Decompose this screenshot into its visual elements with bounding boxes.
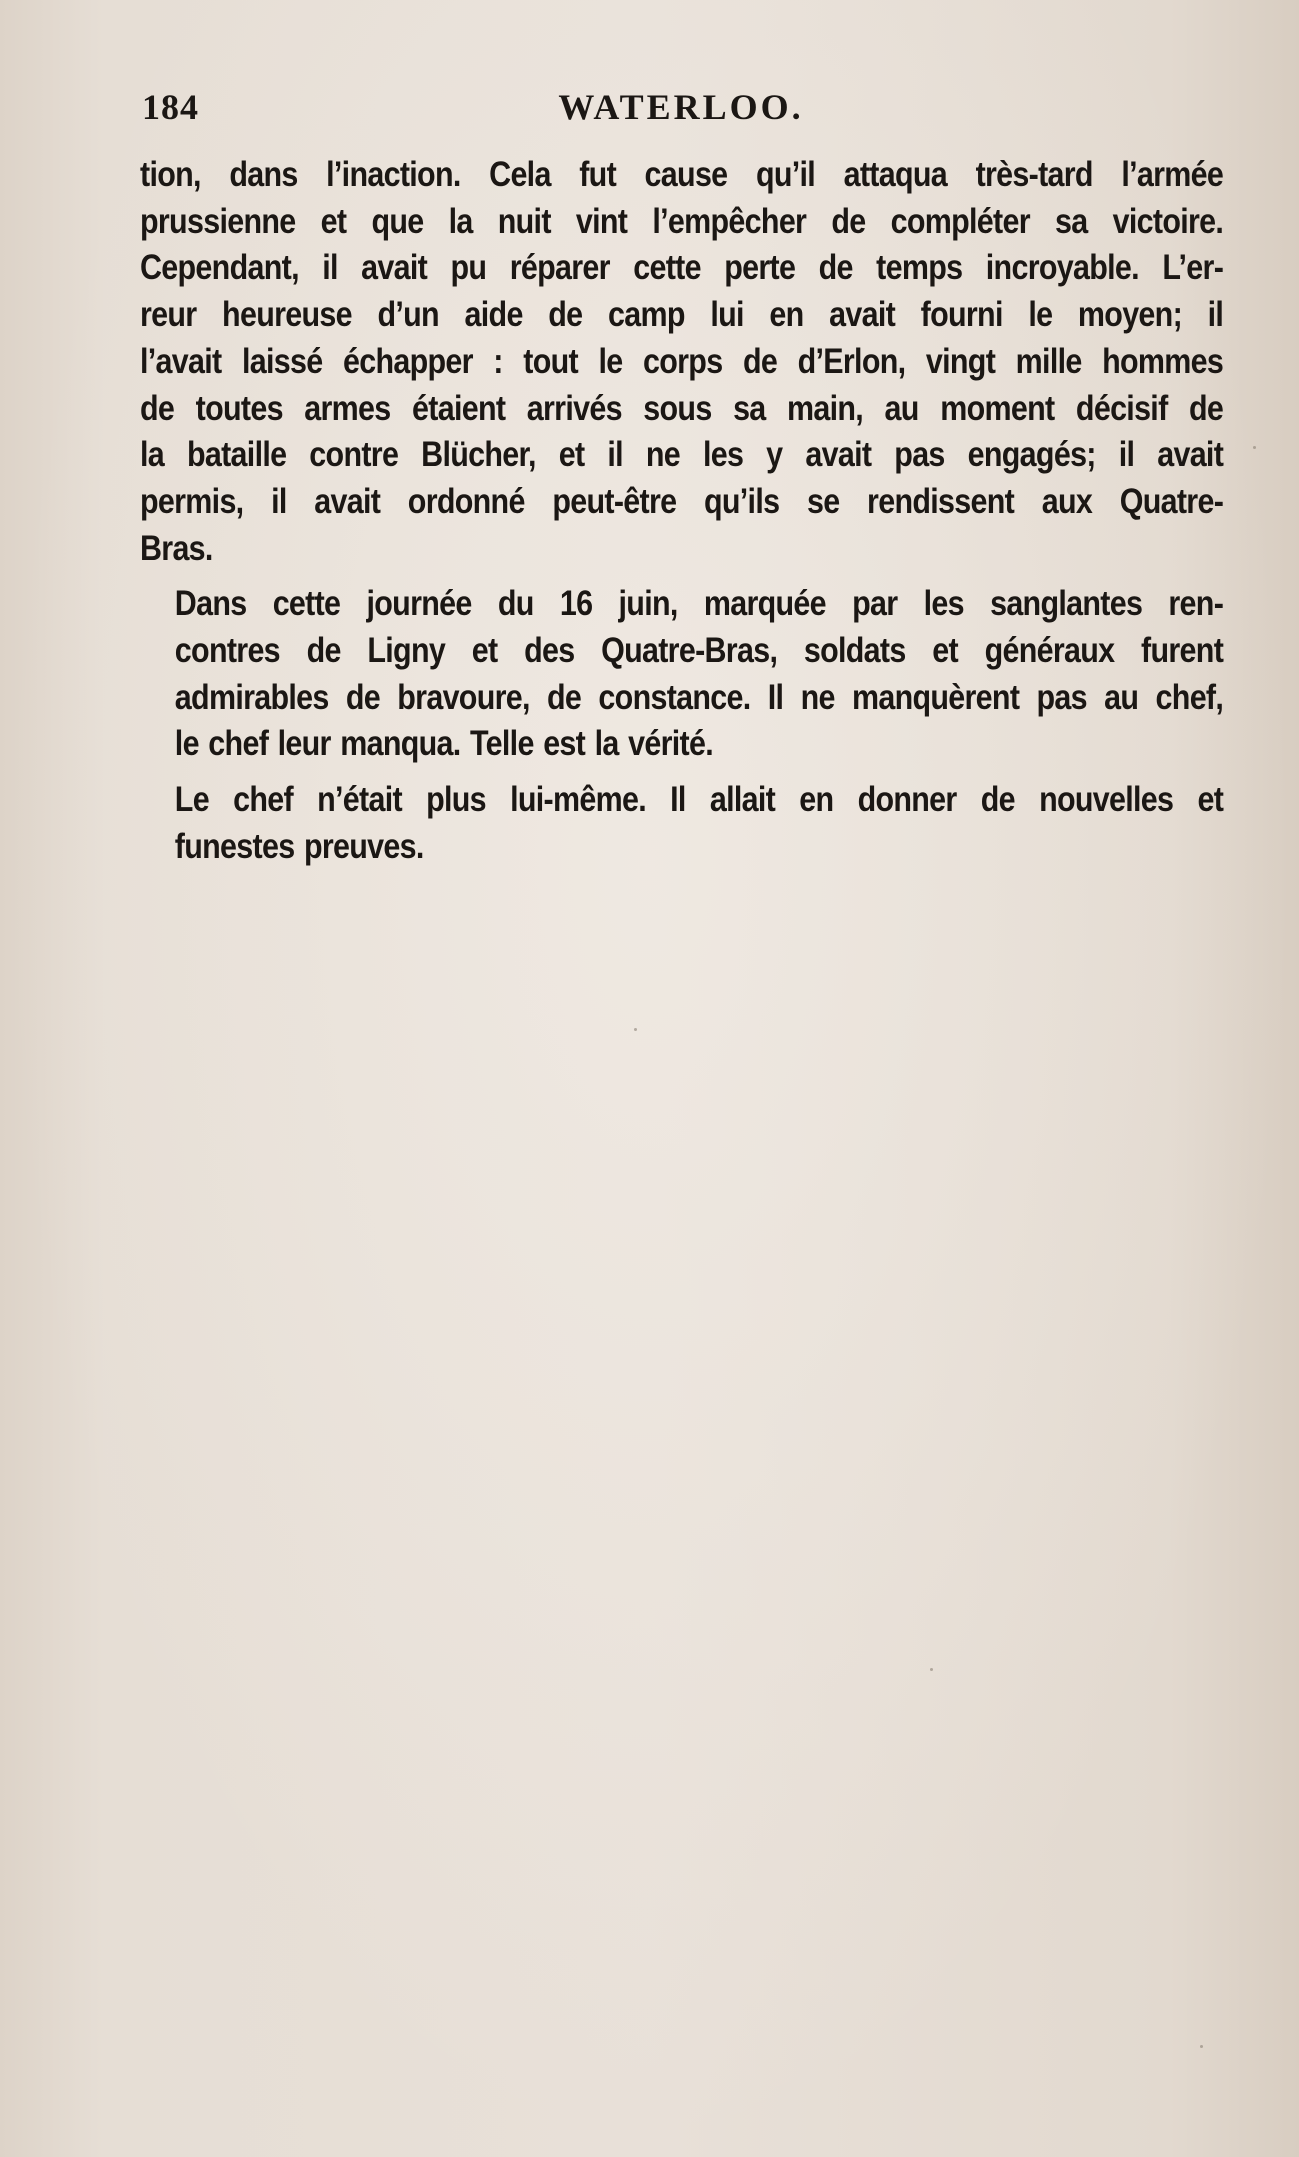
paragraph-3 bbox=[140, 777, 1223, 870]
text-line: contres de Ligny et des Quatre-Bras, soldats et généraux furent bbox=[174, 631, 1224, 671]
text-line: la bataille contre Blücher, et il ne les y avait pas engagés; il avait bbox=[140, 435, 1224, 475]
paper-speck bbox=[930, 1668, 933, 1671]
paragraph-1 bbox=[140, 152, 1223, 572]
page-number: 184 bbox=[142, 87, 199, 127]
text-line: reur heureuse d’un aide de camp lui en avait fourni le moyen; il bbox=[140, 295, 1224, 335]
paper-speck bbox=[1253, 446, 1256, 449]
page-header bbox=[142, 86, 1220, 134]
paper-speck bbox=[1200, 2045, 1203, 2048]
text-line: admirables de bravoure, de constance. Il ne manquèrent pas au chef, bbox=[174, 677, 1224, 717]
text-line: l’avait laissé échapper : tout le corps de d’Erlon, vingt mille hommes bbox=[140, 341, 1224, 381]
text-line: tion, dans l’inaction. Cela fut cause qu’il attaqua très-tard l’armée bbox=[140, 155, 1224, 194]
text-line: le chef leur manqua. Telle est la vérité. bbox=[174, 724, 713, 764]
running-head-title: WATERLOO. bbox=[558, 87, 804, 127]
text-line: funestes preuves. bbox=[174, 826, 424, 866]
paragraph-2 bbox=[140, 581, 1223, 768]
paper-speck bbox=[634, 1028, 637, 1031]
text-line: Le chef n’était plus lui-même. Il allait en donner de nouvelles et bbox=[174, 780, 1224, 820]
text-line: prussienne et que la nuit vint l’empêcher de compléter sa victoire. bbox=[140, 201, 1224, 241]
text-line: Bras. bbox=[140, 528, 213, 568]
text-line: permis, il avait ordonné peut-être qu’ils se rendissent aux Quatre- bbox=[140, 481, 1224, 521]
body-text bbox=[140, 152, 1223, 880]
text-line: Dans cette journée du 16 juin, marquée par les sanglantes ren- bbox=[174, 584, 1224, 624]
text-line: de toutes armes étaient arrivés sous sa main, au moment décisif de bbox=[140, 388, 1224, 428]
text-line: Cependant, il avait pu réparer cette perte de temps incroyable. L’er- bbox=[140, 248, 1224, 288]
